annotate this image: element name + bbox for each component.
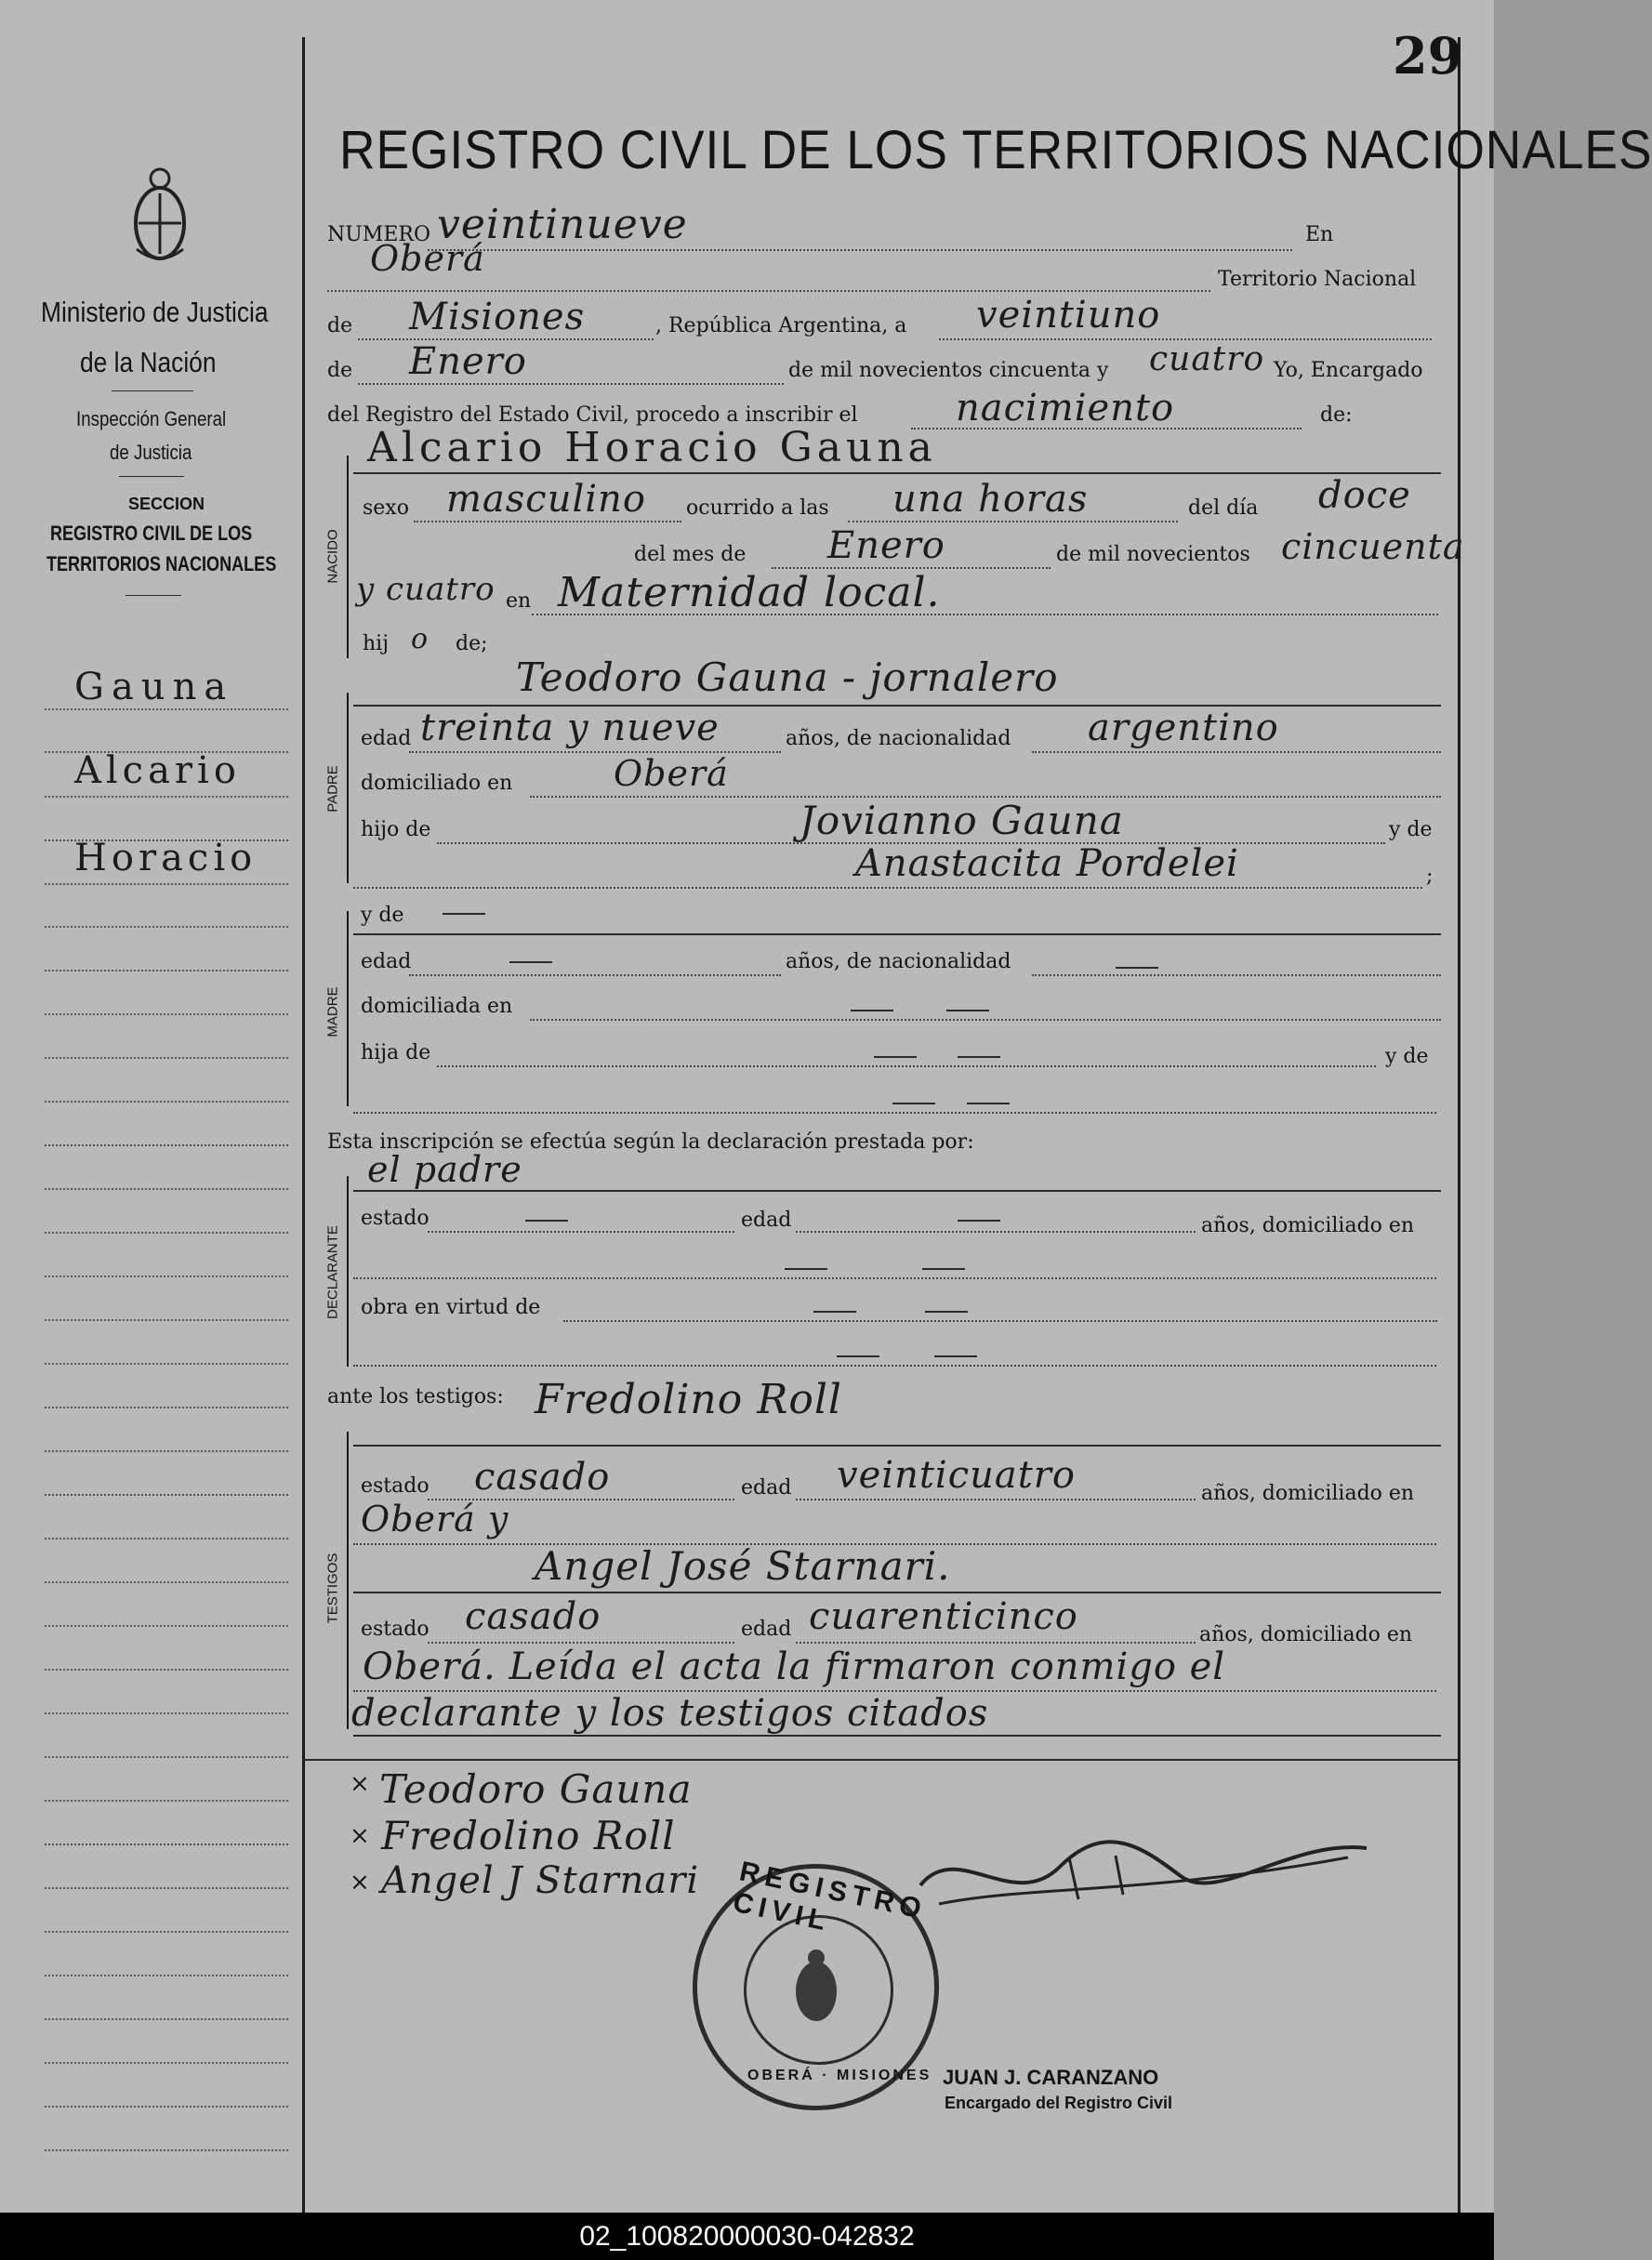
month-value: Enero bbox=[409, 340, 527, 383]
official-signature-scribble bbox=[902, 1820, 1385, 1923]
en-label: En bbox=[1305, 223, 1334, 246]
madre-y-de-label: y de bbox=[361, 904, 404, 927]
sidebar-given-name2: Horacio bbox=[74, 837, 258, 879]
act-type-value: nacimiento bbox=[956, 387, 1175, 430]
declarante-obra-line-2 bbox=[353, 1365, 1436, 1367]
declarante-anios-label: años, domiciliado en bbox=[1201, 1214, 1415, 1237]
blank-dash bbox=[934, 1355, 977, 1357]
madre-hija-de-line bbox=[437, 1065, 1376, 1067]
sidebar-line bbox=[45, 2018, 288, 2020]
sexo-value: masculino bbox=[446, 478, 646, 521]
section-label: SECCION bbox=[128, 495, 205, 513]
witness1-edad-value: veinticuatro bbox=[837, 1454, 1076, 1497]
blank-dash bbox=[892, 1103, 935, 1104]
madre-domicilio-label: domiciliada en bbox=[361, 995, 513, 1018]
sidebar-line bbox=[45, 2062, 288, 2064]
del-dia-label: del día bbox=[1188, 496, 1259, 520]
sidebar-line bbox=[45, 926, 288, 928]
sidebar-surname: Gauna bbox=[74, 666, 234, 708]
witness1-name-line bbox=[353, 1445, 1441, 1447]
witness2-edad-value: cuarenticinco bbox=[809, 1595, 1078, 1638]
declarante-obra-label: obra en virtud de bbox=[361, 1296, 541, 1319]
padre-bracket bbox=[347, 693, 349, 883]
sidebar-line bbox=[45, 1538, 288, 1540]
page-number: 29 bbox=[1393, 26, 1463, 86]
en-label-2: en bbox=[506, 589, 532, 613]
official-name: JUAN J. CARANZANO bbox=[943, 2066, 1159, 2089]
child-name: Alcario Horacio Gauna bbox=[367, 424, 937, 471]
witness2-name: Angel José Starnari. bbox=[535, 1543, 951, 1589]
inspection-line1: Inspección General bbox=[76, 407, 227, 430]
right-border bbox=[1458, 37, 1460, 2213]
hora-value: una horas bbox=[892, 478, 1089, 521]
mes-value: Enero bbox=[827, 524, 945, 567]
witness1-edad-label: edad bbox=[741, 1476, 792, 1500]
padre-semicolon: ; bbox=[1426, 865, 1434, 888]
padre-anios-label: años, de nacionalidad bbox=[786, 727, 1011, 750]
witness2-anios-label: años, domiciliado en bbox=[1199, 1623, 1413, 1646]
sidebar-line bbox=[45, 1188, 288, 1190]
sidebar-line bbox=[45, 796, 288, 798]
sidebar-line bbox=[45, 1101, 288, 1103]
signature-3: Angel J Starnari bbox=[381, 1859, 700, 1902]
sidebar-line bbox=[45, 708, 288, 710]
de-label: de bbox=[327, 314, 353, 337]
hijo-de-label: de; bbox=[456, 632, 488, 655]
declarante-bracket bbox=[347, 1176, 349, 1367]
witness1-anios-label: años, domiciliado en bbox=[1201, 1482, 1415, 1505]
sidebar-line bbox=[45, 883, 288, 885]
blank-dash bbox=[946, 1010, 989, 1011]
dia-value: doce bbox=[1318, 474, 1411, 517]
left-border bbox=[302, 37, 305, 2213]
blank-dash bbox=[443, 913, 485, 915]
year-value: cuatro bbox=[1149, 340, 1265, 378]
witness2-domicilio-value: Oberá. Leída el acta la firmaron conmigo el bbox=[363, 1645, 1226, 1688]
sidebar-given-name1: Alcario bbox=[74, 749, 241, 792]
padre-edad-value: treinta y nueve bbox=[420, 707, 720, 749]
madre-bracket bbox=[347, 911, 349, 1106]
padre-nacionalidad-value: argentino bbox=[1088, 707, 1279, 749]
nacido-bracket bbox=[347, 456, 349, 658]
declarante-obra-line bbox=[563, 1320, 1437, 1322]
sidebar-divider bbox=[112, 390, 193, 391]
padre-madre-de-line bbox=[353, 887, 1422, 889]
place-value: Oberá bbox=[370, 238, 485, 279]
sexo-label: sexo bbox=[363, 496, 409, 520]
nacido-section-label: NACIDO bbox=[324, 529, 341, 584]
madre-madre-de-line bbox=[353, 1112, 1436, 1114]
signature-mark: × bbox=[350, 1770, 370, 1798]
madre-hija-de-label: hija de bbox=[361, 1041, 431, 1064]
blank-dash bbox=[837, 1355, 879, 1357]
padre-nacionalidad-line bbox=[1032, 751, 1441, 753]
padre-hijo-de-label: hijo de bbox=[361, 818, 431, 841]
sidebar-line bbox=[45, 1057, 288, 1059]
madre-domicilio-line bbox=[530, 1019, 1441, 1021]
declarante-estado-label: estado bbox=[361, 1207, 430, 1230]
hijo-suffix: o bbox=[411, 623, 430, 655]
inspection-line2: de Justicia bbox=[110, 441, 192, 464]
sidebar-line bbox=[45, 1494, 288, 1496]
stamp-bottom-text: OBERÁ · MISIONES bbox=[747, 2068, 932, 2083]
page-title: REGISTRO CIVIL DE LOS TERRITORIOS NACIONALES bbox=[339, 120, 1652, 180]
madre-edad-label: edad bbox=[361, 950, 412, 973]
ocurrido-label: ocurrido a las bbox=[686, 496, 829, 520]
sidebar-line bbox=[45, 1800, 288, 1802]
madre-section-label: MADRE bbox=[324, 986, 341, 1037]
signature-2: Fredolino Roll bbox=[381, 1813, 676, 1858]
madre-anios-label: años, de nacionalidad bbox=[786, 950, 1011, 973]
sidebar-line bbox=[45, 1450, 288, 1452]
closing-line: declarante y los testigos citados bbox=[351, 1692, 989, 1735]
sidebar-line bbox=[45, 751, 288, 753]
del-mes-label: del mes de bbox=[634, 543, 747, 566]
blank-dash bbox=[509, 961, 552, 963]
sidebar-line bbox=[45, 970, 288, 971]
numero-line bbox=[428, 249, 1292, 251]
padre-domicilio-label: domiciliado en bbox=[361, 772, 513, 795]
sidebar-line bbox=[45, 1581, 288, 1583]
yo-label: Yo, Encargado bbox=[1274, 359, 1423, 382]
witness2-estado-line bbox=[428, 1642, 734, 1644]
stamp-top-text: REGISTRO CIVIL bbox=[730, 1856, 930, 1938]
witness1-estado-label: estado bbox=[361, 1474, 430, 1498]
registro-label: del Registro del Estado Civil, procedo a inscribir el bbox=[327, 403, 858, 427]
sidebar-line bbox=[45, 2106, 288, 2108]
numero-label: NUMERO bbox=[327, 223, 430, 246]
witness1-name: Fredolino Roll bbox=[535, 1376, 842, 1423]
declarante-intro: Esta inscripción se efectúa según la declaración prestada por: bbox=[327, 1130, 974, 1154]
sidebar-line bbox=[45, 1975, 288, 1976]
blank-dash bbox=[851, 1010, 893, 1011]
sidebar-line bbox=[45, 1275, 288, 1277]
declarante-estado-line bbox=[428, 1231, 734, 1233]
section-line1: REGISTRO CIVIL DE LOS bbox=[50, 522, 253, 545]
sidebar-line bbox=[45, 2149, 288, 2151]
padre-padre-de-value: Jovianno Gauna bbox=[800, 798, 1124, 843]
blank-dash bbox=[525, 1220, 568, 1222]
declarante-domicilio-line bbox=[353, 1277, 1436, 1279]
blank-dash bbox=[967, 1103, 1010, 1104]
padre-madre-de-value: Anastacita Pordelei bbox=[855, 842, 1239, 885]
mil-label-2: de mil novecientos bbox=[1056, 543, 1250, 566]
witness1-edad-line bbox=[796, 1499, 1196, 1500]
padre-y-de-label: y de bbox=[1389, 818, 1433, 841]
official-title: Encargado del Registro Civil bbox=[945, 2094, 1173, 2112]
closing-line-rule bbox=[353, 1735, 1441, 1737]
blank-dash bbox=[1116, 967, 1158, 969]
madre-name-line bbox=[353, 933, 1441, 935]
territory-value: Misiones bbox=[409, 296, 586, 338]
de-label-2: de bbox=[327, 359, 353, 382]
numero-value: veintinueve bbox=[437, 201, 688, 248]
madre-edad-line bbox=[409, 974, 781, 976]
testigos-section-label: TESTIGOS bbox=[324, 1553, 341, 1624]
day-value: veintiuno bbox=[976, 294, 1161, 337]
hora-line bbox=[848, 521, 1178, 522]
witness2-edad-line bbox=[796, 1642, 1196, 1644]
blank-dash bbox=[922, 1268, 965, 1270]
madre-y-de-label-2: y de bbox=[1385, 1045, 1429, 1068]
witness2-edad-label: edad bbox=[741, 1618, 792, 1641]
sidebar-line bbox=[45, 839, 288, 841]
lugar-value: Maternidad local. bbox=[558, 569, 941, 616]
coat-of-arms-icon bbox=[127, 165, 192, 268]
witness2-estado-value: casado bbox=[465, 1595, 601, 1638]
testigos-bracket bbox=[347, 1432, 349, 1729]
witness2-name-line bbox=[353, 1592, 1441, 1593]
padre-edad-label: edad bbox=[361, 727, 412, 750]
sidebar-line bbox=[45, 1756, 288, 1758]
padre-domicilio-value: Oberá bbox=[614, 753, 729, 794]
sidebar-line bbox=[45, 1931, 288, 1933]
sidebar-line bbox=[45, 1712, 288, 1714]
anio-value: cincuenta bbox=[1281, 526, 1465, 567]
declarante-name-line bbox=[353, 1190, 1441, 1192]
signature-mark: × bbox=[350, 1822, 370, 1850]
blank-dash bbox=[925, 1311, 968, 1313]
padre-section-label: PADRE bbox=[324, 765, 341, 813]
sidebar-line bbox=[45, 1232, 288, 1234]
ministry-line2: de la Nación bbox=[80, 346, 217, 378]
place-line bbox=[327, 290, 1210, 292]
sidebar-divider bbox=[119, 476, 184, 477]
de-colon-label: de: bbox=[1320, 403, 1353, 427]
sidebar-line bbox=[45, 1144, 288, 1146]
footer-image-id: 02_100820000030-042832 bbox=[0, 2213, 1494, 2260]
hijo-label: hij bbox=[363, 632, 390, 655]
registry-stamp bbox=[693, 1856, 939, 2110]
anio-cont-value: y cuatro bbox=[356, 571, 496, 608]
sexo-line bbox=[414, 521, 681, 522]
blank-dash bbox=[874, 1056, 917, 1058]
sidebar-line bbox=[45, 1407, 288, 1408]
child-name-line bbox=[353, 472, 1441, 474]
blank-dash bbox=[813, 1311, 856, 1313]
signature-mark: × bbox=[350, 1869, 370, 1897]
ministry-line1: Ministerio de Justicia bbox=[41, 296, 269, 328]
blank-dash bbox=[785, 1268, 827, 1270]
witness1-estado-value: casado bbox=[474, 1456, 611, 1499]
sidebar-line bbox=[45, 1844, 288, 1845]
republica-label: , República Argentina, a bbox=[655, 314, 907, 337]
mil-label: de mil novecientos cincuenta y bbox=[788, 359, 1109, 382]
sidebar-line bbox=[45, 1363, 288, 1365]
sidebar-line bbox=[45, 1319, 288, 1321]
blank-dash bbox=[958, 1220, 1000, 1222]
declarante-section-label: DECLARANTE bbox=[324, 1225, 341, 1319]
territorio-label: Territorio Nacional bbox=[1218, 268, 1417, 291]
declarante-edad-label: edad bbox=[741, 1209, 792, 1232]
madre-nacionalidad-line bbox=[1032, 974, 1441, 976]
blank-dash bbox=[958, 1056, 1000, 1058]
month-line bbox=[358, 383, 784, 385]
sidebar-line bbox=[45, 1887, 288, 1889]
signature-area-divider bbox=[302, 1759, 1458, 1761]
padre-name: Teodoro Gauna - jornalero bbox=[516, 654, 1059, 700]
section-line2: TERRITORIOS NACIONALES bbox=[46, 552, 277, 575]
declarante-name: el padre bbox=[367, 1149, 522, 1190]
signature-1: Teodoro Gauna bbox=[379, 1766, 693, 1812]
sidebar-line bbox=[45, 1013, 288, 1015]
declarante-edad-line bbox=[796, 1231, 1196, 1233]
witness2-estado-label: estado bbox=[361, 1618, 430, 1641]
sidebar-line bbox=[45, 1625, 288, 1627]
sidebar-line bbox=[45, 1669, 288, 1671]
testigos-intro: ante los testigos: bbox=[327, 1385, 504, 1408]
sidebar-divider bbox=[126, 595, 181, 596]
coat-of-arms-icon bbox=[788, 1947, 844, 2030]
witness1-domicilio-value: Oberá y bbox=[361, 1499, 509, 1540]
